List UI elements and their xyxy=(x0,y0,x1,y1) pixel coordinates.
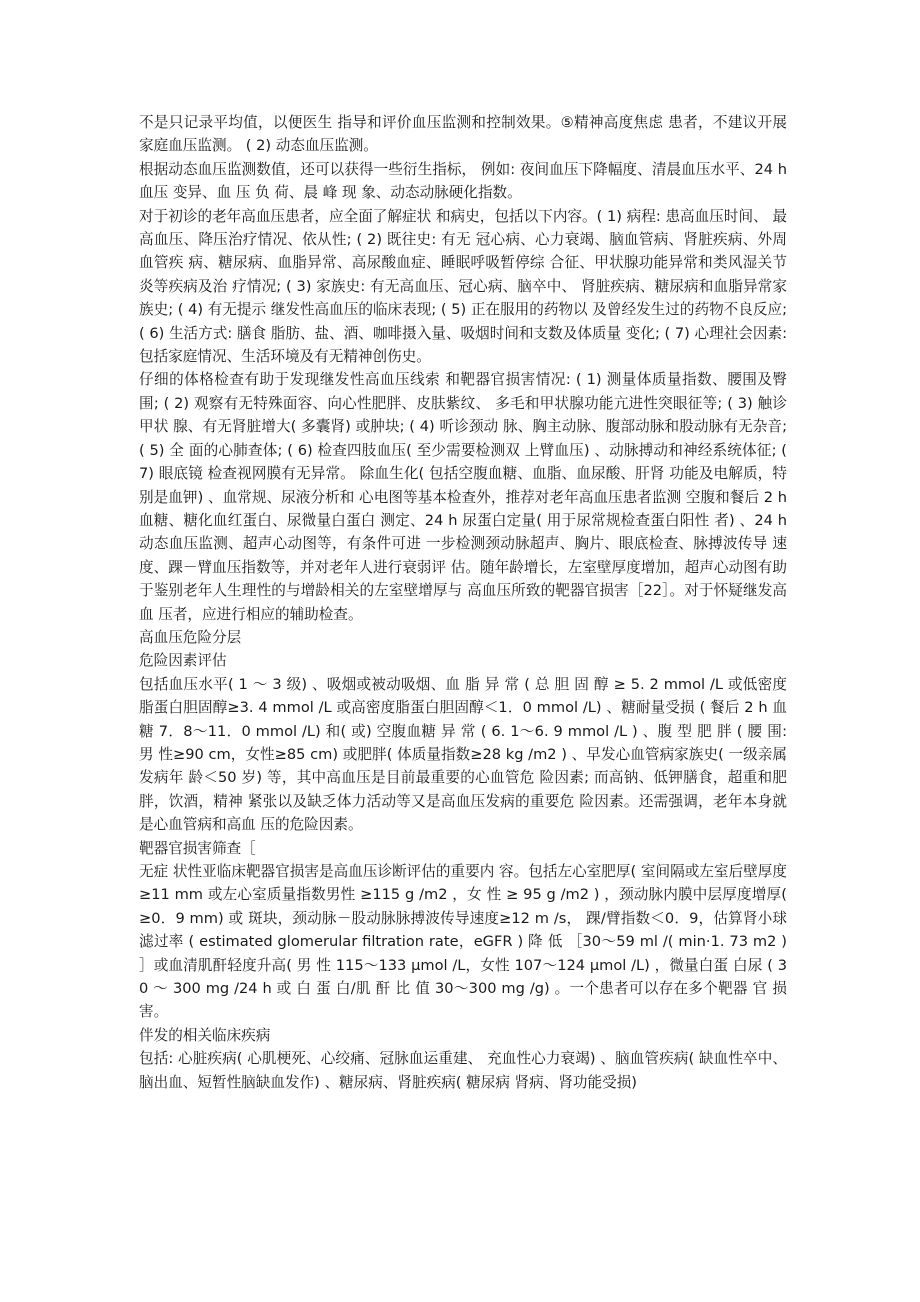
paragraph-risk-factors: 包括血压水平( 1 ～ 3 级) 、吸烟或被动吸烟、血 脂 异 常 ( 总 胆 固 醇 ≥ 5. 2 mmol /L 或低密度脂蛋白胆固醇≥3. 4 mmol /L 或高密度脂蛋白胆固醇＜1．0 mmol /L) 、糖耐量受损 ( 餐后 2 h 血糖 7．8～11．0 mmol /L) 和( 或) 空腹血糖 异 常 ( 6. 1～6. 9 mmol /L ) 、腹 型 肥 胖 ( 腰 围: 男 性≥90 cm，女性≥85 cm) 或肥胖( 体质量指数≥28 kg /m2 ) 、早发心血管病家族史( 一级亲属发病年 龄＜50 岁) 等，其中高血压是目前最重要的心血管危 险因素; 而高钠、低钾膳食，超重和肥胖，饮酒，精神 紧张以及缺乏体力活动等又是高血压发病的重要危 险因素。还需强调，老年本身就是心血管病和高血 压的危险因素。 xyxy=(139,675,787,834)
paragraph-clinical-conditions: 包括: 心脏疾病( 心肌梗死、心绞痛、冠脉血运重建、 充血性心力衰竭) 、脑血管疾病( 缺血性卒中、脑出血、短暂性脑缺血发作) 、糖尿病、肾脏疾病( 糖尿病 肾病、肾功能受损) xyxy=(139,1050,787,1091)
heading-target-organ-screening: 靶器官损害筛查［ xyxy=(139,839,256,857)
heading-risk-factor-assessment: 危险因素评估 xyxy=(139,652,227,670)
document-body xyxy=(139,111,787,1094)
paragraph-physical-exam: 仔细的体格检查有助于发现继发性高血压线索 和靶器官损害情况: ( 1) 测量体质量指数、腰围及臀 围; ( 2) 观察有无特殊面容、向心性肥胖、皮肤紫纹、 多毛和甲状腺功能亢进性突眼征等; ( 3) 触诊甲状 腺、有无肾脏增大( 多囊肾) 或肿块; ( 4) 听诊颈动 脉、胸主动脉、腹部动脉和股动脉有无杂音; ( 5) 全 面的心肺查体; ( 6) 检查四肢血压( 至少需要检测双 上臂血压) 、动脉搏动和神经系统体征; ( 7) 眼底镜 检查视网膜有无异常。 除血生化( 包括空腹血糖、血脂、血尿酸、肝肾 功能及电解质，特别是血钾) 、血常规、尿液分析和 心电图等基本检查外，推荐对老年高血压患者监测 空腹和餐后 2 h 血糖、糖化血红蛋白、尿微量白蛋白 测定、24 h 尿蛋白定量( 用于尿常规检查蛋白阳性 者) 、24 h 动态血压监测、超声心动图等，有条件可进 一步检测颈动脉超声、胸片、眼底检查、脉搏波传导 速度、踝－臂血压指数等，并对老年人进行衰弱评 估。随年龄增长，左室壁厚度增加，超声心动图有助于鉴别老年人生理性的与增龄相关的左室壁增厚与 高血压所致的靶器官损害［22］。对于怀疑继发高血 压者，应进行相应的辅助检查。 xyxy=(139,371,787,623)
heading-risk-stratification: 高血压危险分层 xyxy=(139,628,242,646)
paragraph-ambulatory-bp-indices: 根据动态血压监测数值，还可以获得一些衍生指标， 例如: 夜间血压下降幅度、清晨血压水平、24 h 血压 变异、血 压 负 荷、晨 峰 现 象、动态动脉硬化指数。 xyxy=(139,160,787,202)
paragraph-history-taking: 对于初诊的老年高血压患者，应全面了解症状 和病史，包括以下内容。( 1) 病程: 患高血压时间、 最高血压、降压治疗情况、依从性; ( 2) 既往史: 有无 冠心病、心力衰竭、脑血管病、肾脏疾病、外周血管疾 病、糖尿病、血脂异常、高尿酸血症、睡眠呼吸暂停综 合征、甲状腺功能异常和类风湿关节炎等疾病及治 疗情况; ( 3) 家族史: 有无高血压、冠心病、脑卒中、 肾脏疾病、糖尿病和血脂异常家族史; ( 4) 有无提示 继发性高血压的临床表现; ( 5) 正在服用的药物以 及曾经发生过的药物不良反应; ( 6) 生活方式: 膳食 脂肪、盐、酒、咖啡摄入量、吸烟时间和支数及体质量 变化; ( 7) 心理社会因素: 包括家庭情况、生活环境及有无精神创伤史。 xyxy=(139,207,787,366)
heading-clinical-conditions: 伴发的相关临床疾病 xyxy=(139,1026,271,1044)
paragraph-target-organ-damage: 无症 状性亚临床靶器官损害是高血压诊断评估的重要内 容。包括左心室肥厚( 室间隔或左室后壁厚度≥11 mm 或左心室质量指数男性 ≥115 g /m2 ，女 性 ≥ 95 g /m2 ) ，颈动脉内膜中层厚度增厚( ≥0．9 mm) 或 斑块，颈动脉－股动脉脉搏波传导速度≥12 m /s， 踝/臂指数＜0．9，估算肾小球滤过率 ( estimated glomerular filtration rate，eGFR ) 降 低 ［30～59 ml /( min·1. 73 m2 ) ］或血清肌酐轻度升高( 男 性 115～133 μmol /L，女性 107～124 μmol /L) ，微量白蛋 白尿 ( 30 ～ 300 mg /24 h 或 白 蛋 白/肌 酐 比 值 30～300 mg /g) 。一个患者可以存在多个靶器 官 损害。 xyxy=(139,863,787,1021)
paragraph-home-bp-monitoring: 不是只记录平均值，以便医生 指导和评价血压监测和控制效果。⑤精神高度焦虑 患者，不建议开展家庭血压监测。 ( 2) 动态血压监测。 xyxy=(139,114,787,155)
